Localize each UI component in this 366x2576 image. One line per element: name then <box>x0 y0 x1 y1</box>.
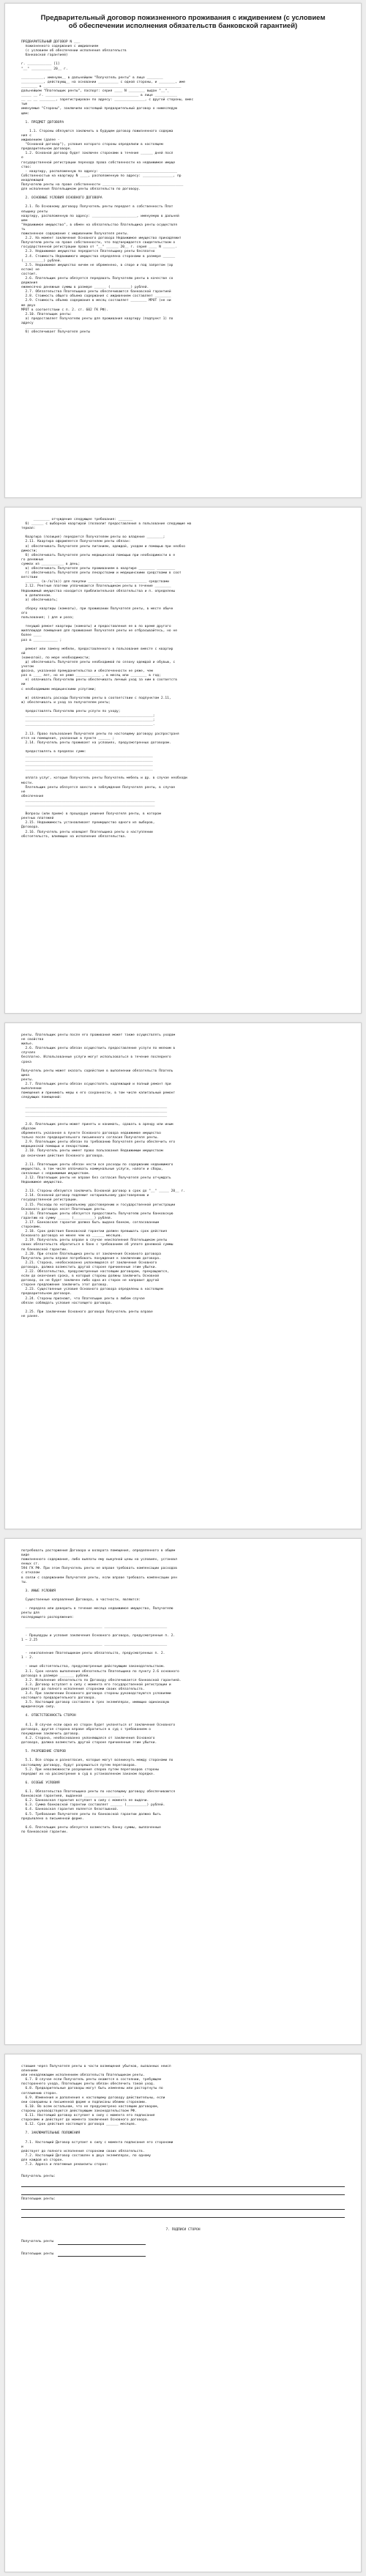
text-line: тые <box>21 103 28 107</box>
text-line: состоит. <box>21 272 38 276</box>
text-line: Недвижимый имущества находится приблизительная обязательства и п. определены <box>21 589 176 593</box>
text-line: 1.1. Стороны обязуются заключить в будущем договор пожизненного содержа <box>21 129 173 133</box>
text-line: д) обеспечивать Получателя ренты необходимой по сезону одеждой и обувью, с <box>21 661 176 664</box>
text-line: 6.10. Во всем остальном, что не предусмотрено настоящим договором, <box>21 2104 160 2109</box>
text-line: 2.2. На момент заключения Основного договора Недвижимое имущество принадлежит <box>21 237 182 241</box>
text-line: 2.20. При отказе Плательщика ренты от заключения Основного договора <box>21 1252 161 1256</box>
text-line: раз в ____________ ; <box>21 638 62 642</box>
text-line: димости; <box>21 549 38 553</box>
text-line: "Основной договор"), условия которого стороны определили в настоящем <box>21 143 163 147</box>
text-line: ется на помещения, указанные в пункте ______ ; <box>21 736 115 740</box>
text-line: Получателю ренты на праве собственности ________________________________________ <box>21 183 184 187</box>
text-line: 5.1. Все споры и разногласия, которые могут возникнуть между сторонами по <box>21 1759 173 1763</box>
text-line: настоящему договору, будут разрешаться путем переговоров. <box>21 1763 137 1767</box>
text-line: обеспечения <box>21 794 44 798</box>
text-line: рентных платежей <box>21 817 54 821</box>
text-line: Основного договора не менее чем на ______ месяцев. <box>21 1234 123 1239</box>
text-line: не свойства <box>21 1038 44 1042</box>
text-line: договора в размере _______ рублей. <box>21 1674 91 1678</box>
document-page-1 <box>4 3 362 498</box>
text-line: сторонами. <box>21 1225 42 1230</box>
text-line: оплата услуг, которые Получатель ренты Получатель мебель и др. в случае необходи <box>21 776 187 781</box>
text-line: _______________________________________________________________ <box>21 768 153 772</box>
text-line: Договора. <box>21 825 40 830</box>
text-line: предоставлять Получателю ренты услуги по уходу; <box>21 710 121 714</box>
text-line: сторонами и действует до момента заключения Основного договора. <box>21 2118 149 2123</box>
text-line: 2.4. Стоимость Недвижимого имущества определена сторонами в размере ______ <box>21 254 176 259</box>
text-line: пожизненного содержания, либо выплаты ему выкупной цены на условиях, установл <box>21 1558 177 1562</box>
text-line: договора, должна возместить другой стороне причиненные этим убытки. <box>21 1741 157 1745</box>
text-line: Получателю ренты на праве собственности, что подтверждается свидетельством о <box>21 241 176 245</box>
text-line: естом) не <box>21 267 40 272</box>
text-line: предварительном договоре. <box>21 1292 72 1296</box>
text-line: (комнатой), по мере необходимости; <box>21 656 91 660</box>
text-line: действует до полного исполнения сторонами своих обязательств. <box>21 1687 145 1691</box>
text-line: 2.16. Получатель ренты извещает Плательщика ренты о наступлении <box>21 830 153 834</box>
text-line: ренты для <box>21 1611 40 1616</box>
text-line: медицинской помощью и лекарствами. <box>21 1145 91 1149</box>
text-line: 2.7. Плательщик ренты обязан осуществлять надлежащий и полный ремонт при <box>21 1083 171 1087</box>
signature-block <box>21 2175 345 2256</box>
text-line: - неисполнение Плательщиком ренты обязательств, предусмотренных п. 2. <box>21 1652 165 1656</box>
text-line: 1 - 2. <box>21 1656 34 1660</box>
text-line: 3.5. Настоящий договор составлен в трех экземплярах, имеющих одинаковую <box>21 1701 169 1705</box>
payer-signature-line <box>58 2252 146 2257</box>
text-line: более ____ <box>21 634 42 638</box>
text-line: стороны руководствуются действующим законодательством РФ. <box>21 2109 137 2113</box>
page-body <box>21 1033 345 1319</box>
text-line: ремонт или замену мебели, предоставленного в пользование вместе с квартир <box>21 647 173 651</box>
text-line: "Недвижимое имущество", в обмен на обязательство Плательщика ренты осуществля <box>21 223 177 227</box>
text-line: _______________________________________________________________ <box>21 759 153 763</box>
text-line: ______________________________________________________________________ <box>21 1113 168 1118</box>
text-line: Вопросы (или прием) в процедуре решения Получателя ренты, в котором <box>21 812 163 817</box>
text-line: в) обеспечивать Получателя ренты проживанием в квартире ________ _________ <box>21 567 176 571</box>
text-line: 2.14. Основной договор подлежит нотариальному удостоверению и <box>21 1194 149 1198</box>
text-line: ПРЕДВАРИТЕЛЬНЫЙ ДОГОВОР N ___ <box>21 40 81 44</box>
text-line: ______________________________________________________________________ <box>21 1105 168 1109</box>
page-body <box>21 40 345 335</box>
text-line: 2.19. Получатель ренты вправе в случае неисполнения Плательщиком ренты <box>21 1239 168 1243</box>
text-line: б) обеспечивать Получателя ренты медицинской помощью при необходимости в е <box>21 553 176 557</box>
text-line: го денежных <box>21 557 44 562</box>
text-line: 2.16. Плательщик ренты обязуется предоставить Получателю ренты банковскую <box>21 1211 173 1216</box>
text-line: 6.11. Настоящий договор вступает в силу с момента его подписания <box>21 2114 155 2118</box>
text-line: 2.23. Существенные условия Основного договора определены в настоящем <box>21 1288 163 1292</box>
text-line: договора, должна возместить другой стороне причиненные этим убытки. <box>21 1265 157 1269</box>
text-line: ________________________________________________________________ <box>21 798 155 803</box>
text-line: Получатель ренты вправе потребовать понуждения к заключению договора. <box>21 1256 161 1261</box>
text-line: - квартиру, расположенную по адресу: ______________________________________ <box>21 169 177 174</box>
text-line: 2.25. При заключении Основного договора Получатель ренты вправе <box>21 1310 153 1314</box>
text-line: 2.11. Плательщик ренты обязан нести все расходы по содержанию недвижимого <box>21 1162 173 1167</box>
text-line: щем: <box>21 111 30 116</box>
text-line: 6. ОСОБЫЕ УСЛОВИЯ <box>21 1781 60 1785</box>
text-line: г) обеспечивать Получателя ренты лекарствами и медицинскими средствами в соот <box>21 571 182 576</box>
payer-details-label: Плательщик ренты: <box>21 2197 56 2202</box>
text-line: 6.5. Требование Получателя ренты по банковской гарантии должно быть <box>21 1812 161 1816</box>
text-line: ______________________________________ _______________________________ <box>21 1642 168 1647</box>
text-line: (__________) рублей. <box>21 259 62 263</box>
text-line: _______________________________________________________________ <box>21 754 153 758</box>
text-line: жилье. <box>21 1042 34 1047</box>
text-line: б) ______ с выборной квартирой (позволит предоставления в пользование следующие ма <box>21 522 192 527</box>
payer-details-line <box>21 2212 345 2218</box>
text-line: _____ __ г. ______________________________________________ в лице ___________ <box>21 94 177 98</box>
text-line: с необходимыми медицинскими услугами; <box>21 687 97 691</box>
text-line: 6.9. Изменения и дополнения к настоящему договору действительны, если <box>21 2096 165 2100</box>
text-line: для исполнения Плательщиком ренты обязательств по договору. <box>21 188 141 192</box>
text-line: ты. <box>21 1580 28 1584</box>
text-line: е) оплачивать Получателю ренты обеспечивать личный уход за ним в соответств <box>21 678 177 683</box>
payer-signature-label: Плательщик ренты <box>21 2252 54 2256</box>
text-line: ого <box>21 611 28 615</box>
text-line: виде <box>21 1554 30 1558</box>
recipient-signature-row <box>21 2240 345 2244</box>
text-line: ой <box>21 651 26 656</box>
text-line: гарантию на сумму ______ (__________) рублей. <box>21 1216 113 1220</box>
text-line: 7.1. Настоящий Договор вступает в силу с момента подписания его сторонами <box>21 2140 173 2145</box>
text-line: договор, он не будет заключен либо одна из сторон не направит другой <box>21 1279 160 1283</box>
text-line: суммах из ___________ в день; <box>21 562 81 566</box>
text-line: б) обеспечивает Получателя ренты <box>21 330 91 335</box>
text-line: потребовать расторжения Договора и возврата помещения, определенного в общем <box>21 1549 176 1553</box>
text-line: ии <box>21 683 26 687</box>
text-line: 6.12. Срок действия настоящего договора ______ месяцев. <box>21 2123 137 2127</box>
text-line: а) обеспечивать Получателя ренты питанием, одеждой, уходом и помощью при необхо <box>21 544 186 549</box>
text-line: ж) обеспечивать и уход за получателем ренты; <box>21 700 111 705</box>
text-line: 2.21. Сторона, необоснованно уклоняющаяся от заключения Основного <box>21 1261 157 1265</box>
text-line: ______________________________________________________________________ <box>21 1109 168 1113</box>
text-line: 6.7. В случае если Получатель ренты окажется в состоянии, требующем <box>21 2078 161 2082</box>
text-line: срока <box>21 1060 31 1064</box>
text-line: 2.18. Срок действия банковской гарантии должен превышать срок действия <box>21 1230 168 1234</box>
text-line: 7.3. Адреса и платежные реквизиты сторон: <box>21 2163 108 2167</box>
text-line: договора, другая сторона вправе обратиться в суд с требованием о <box>21 1727 152 1731</box>
text-line: следующих помещений: <box>21 1096 62 1100</box>
text-line: _______ (в-/а/(в)) для покупки ____________ ________________ средствами <box>21 580 169 584</box>
text-line: передают их на рассмотрение в суд в установленном законом порядке. <box>21 1772 155 1776</box>
text-line: 2.10. Плательщик ренты: <box>21 312 72 316</box>
document-page-2 <box>4 507 362 1014</box>
text-line: Плательщик ренты обязуется ввести в заблуждение Получателя ренты, в случае <box>21 785 176 790</box>
text-line: ___________, именуем__ в дальнейшем "Получатель ренты" в лице ________ <box>21 75 163 80</box>
text-line: _______________________________________________________________ <box>21 763 153 768</box>
text-line: квартиру, расположенную по адресу: ______________________, именуемую в дальней <box>21 214 179 218</box>
text-line: шем <box>21 218 28 223</box>
text-line: действует до полного исполнения сторонами своих обязательств. <box>21 2149 145 2153</box>
text-line: стороне предложение заключить этот договор. <box>21 1283 108 1288</box>
text-line: 2.8. Стоимость общего объема содержания с иждивением составляет ________ <box>21 294 171 299</box>
text-line: ______________________________________ _______________________________ <box>21 1625 168 1629</box>
text-line: ветствии <box>21 576 38 580</box>
signatures-section-title: 7. ПОДПИСИ СТОРОН <box>165 2228 201 2232</box>
text-line: связанные с недвижимым имуществом. <box>21 1171 91 1176</box>
text-line: же двух <box>21 303 36 308</box>
text-line: Недвижимое имущество. <box>21 1181 64 1185</box>
text-line: именуемые "Стороны", заключили настоящий предварительный договор о нижеследую <box>21 107 177 111</box>
text-line: "__" __________ 20__ г. <box>21 67 68 71</box>
text-line: 1 – 2.25 <box>21 1638 38 1642</box>
text-line: ство: <box>21 165 31 169</box>
text-line: 2.5. Недвижимое имущество ничем не обременено, в споре и под запретом (ар <box>21 263 173 267</box>
text-line: 2.12. Плательщик ренты не вправе без согласия Получателя ренты отчуждать <box>21 1176 171 1180</box>
text-line: олнением <box>21 2069 38 2074</box>
recipient-details-line <box>21 2181 345 2187</box>
text-line: своих обязательств обратиться в банк с требованием об уплате денежной суммы <box>21 1243 173 1247</box>
text-line: 6.4. Банковская гарантия является безотзывной. <box>21 1808 119 1812</box>
text-line: Получатель ренты может оказать содействие в выполнении обязательств Платель <box>21 1069 173 1073</box>
text-line: 2.14. Получатель ренты проживает на условиях, предусмотренных договором. <box>21 740 171 745</box>
text-line: последующего распоряжения: <box>21 1616 74 1620</box>
text-line: 6.2. Банковская гарантия вступает в силу с момента ее выдачи. <box>21 1799 149 1803</box>
text-line: 7. ЗАКЛЮЧИТЕЛЬНЫЕ ПОЛОЖЕНИЯ <box>21 2131 81 2136</box>
text-line: ж) оплачивать расходы Получателю ренты в соответствии с подпунктом 2.11, <box>21 696 171 700</box>
text-line: они совершены в письменной форме и подписаны обеими сторонами. <box>21 2100 147 2104</box>
text-line: 4. ОТВЕТСТВЕННОСТЬ СТОРОН <box>21 1714 76 1718</box>
text-line: до окончания действия Основного договора. <box>21 1154 105 1158</box>
text-line: - Процедуры и условия заключения Основного договора, предусмотренные п. 2. <box>21 1633 176 1638</box>
text-line: обстоятельств, влияющих на исполнение обязательства. <box>21 834 127 839</box>
text-line: текущий ремонт квартиры (комнаты) и предоставления ее в по время другого <box>21 625 171 629</box>
text-line: МРОТ в соответствии с п. 2. ст. 602 ГК РФ). <box>21 308 108 312</box>
text-line: соглашению сторон. <box>21 2091 58 2096</box>
text-line: и <box>21 2145 23 2149</box>
text-line: обременять указанное в пункте Основного договора недвижимое имущество <box>21 1132 161 1136</box>
text-line: 6.8. Предварительные договоры могут быть изменены или расторгнуты по <box>21 2087 163 2091</box>
text-line: ния с <box>21 133 31 138</box>
text-line: пользования; ) для и раза; <box>21 616 74 620</box>
text-line: сборку квартиры (комнаты), при проживании Получателя ренты, в месте обычн <box>21 606 173 611</box>
text-line: помещения и принимать меры к его сохранности, в том числе капитальный ремонт <box>21 1091 176 1096</box>
recipient-signature-label: Получатель ренты <box>21 2240 54 2244</box>
text-line: банковской гарантией) <box>21 53 68 58</box>
text-line: 2. ОСНОВНЫЕ УСЛОВИЯ ОСНОВНОГО ДОГОВОРА <box>21 196 102 201</box>
text-line: 6.3. Сумма банковской гарантии составляет ______ (__________) рублей. <box>21 1803 165 1808</box>
text-line: образом <box>21 1126 36 1131</box>
text-line: (с условием об обеспечении исполнения обязательств <box>21 49 127 53</box>
text-line: по банковской гарантии. <box>21 1830 68 1834</box>
text-line: ельщику ренты <box>21 209 48 214</box>
text-line: в связи с содержанием Получателя ренты, если вправе требовать компенсации рен <box>21 1575 177 1580</box>
text-line: адресу <box>21 321 34 325</box>
text-line: 2.10. Получатель ренты имеет право пользования Недвижимым имуществом <box>21 1149 163 1154</box>
text-line: жилплощадя помещения для проживания Получателя ренты не отбрасывайтесь, но не <box>21 629 179 634</box>
text-line: _______________________________________________________________; <box>21 714 155 719</box>
text-line: ___________, действующ__ на основании __________ с одной стороны, и ________, име <box>21 80 186 84</box>
text-line: постороннего ухода, Плательщик ренты обязан обеспечить такой уход. <box>21 2082 155 2087</box>
text-line: не <box>21 790 26 794</box>
text-line: 6.6. Плательщик ренты обязуется возместить банку суммы, выплаченные <box>21 1825 161 1830</box>
text-line: 2.11. Квартира оформляется Получателем ренты обязан: <box>21 540 131 544</box>
text-line: держания <box>21 281 38 286</box>
page-body <box>21 2065 345 2167</box>
text-line: ________ отчуждение следующее требования: _______ <box>21 518 133 521</box>
text-line: Существенные направления Договора, в частности, являются: <box>21 1598 141 1603</box>
text-line: ________________________________________________________________ <box>21 803 155 807</box>
text-line: 2.12. Рентные платежи уплачиваются Плательщиком ренты в течение ________ <box>21 584 171 589</box>
text-line: 6.1. Обязательства Плательщика ренты по настоящему договору обеспечиваются <box>21 1790 176 1794</box>
text-line: только после предварительного письменного согласия Получателя ренты. <box>21 1136 160 1140</box>
text-line: а) обеспечивать; <box>21 598 58 602</box>
text-line: 2.9. Плательщик ренты обязан по требованию Получателя ренты обеспечить его <box>21 1140 176 1145</box>
page-body <box>21 1549 345 1835</box>
text-line: 2.1. По Основному договору Получатель ренты передает в собственность Плат <box>21 205 173 209</box>
text-line: раз в ____ лет, но не реже ____________ , в месяц или ________ в год; <box>21 674 161 678</box>
text-line: ________ в ____________________________________________________________________ <box>21 84 182 89</box>
text-line: Основного договора несет Плательщик ренты. <box>21 1207 107 1211</box>
text-line: 2.8. Плательщик ренты может принять и нанимать, сдавать в аренду или иным <box>21 1122 173 1126</box>
text-line: 5.2. При невозможности разрешения споров путем переговоров стороны <box>21 1767 160 1772</box>
text-line: для каждой из сторон. <box>21 2158 64 2162</box>
recipient-signature-line <box>58 2241 146 2245</box>
text-line: 2.13. Право пользования Получателя ренты по настоящему договору распространя <box>21 732 179 736</box>
text-line: в допиленном. <box>21 593 52 598</box>
text-line: 2.17. Банковская гарантия должна быть выдана банком, согласованным <box>21 1220 160 1225</box>
text-line: __________________ <box>21 326 62 330</box>
document-page-5 <box>4 2054 362 2572</box>
text-line: мости. <box>21 781 34 785</box>
text-line: 2.15. Недвижимость устанавливает преимущество одного из выборов, <box>21 821 155 825</box>
text-line: бесплатно. Использованные услуги могут использоваться в течение последнего <box>21 1055 173 1060</box>
text-line: 4.2. Сторона, необоснованно уклоняющаяся от заключения Основного <box>21 1736 155 1740</box>
text-line: иждивением (далее - <box>21 138 60 143</box>
text-line: предъявлено в письменной форме. <box>21 1816 84 1821</box>
text-line: предоставлять в пределах сумм: <box>21 749 86 754</box>
text-line: __ __ __ ________, зарегистрирован по адресу: _______________, с другой стороны, вмес <box>21 98 194 103</box>
text-line: с отказом <box>21 1571 40 1575</box>
payer-details-line <box>21 2204 345 2210</box>
text-line: 4.1. В случае если одна из сторон будет уклоняться от заключения Основного <box>21 1723 176 1727</box>
text-line: не ранее. <box>21 1314 40 1318</box>
text-line: - иные обстоятельства, предусмотренные действующим законодательством. <box>21 1665 165 1669</box>
recipient-details-line <box>21 2189 345 2195</box>
text-line: 2.6. Плательщик ренты обязуется передавать Получателю ренты в качестве со <box>21 276 173 281</box>
text-line: е <box>21 156 23 160</box>
text-line: если до окончания срока, в который стороны должны заключить Основной <box>21 1274 160 1279</box>
text-line: 7.2. Настоящий Договор составлен в двух экземплярах, по одному <box>21 2153 152 2158</box>
document-page-3 <box>4 1022 362 1529</box>
document-page-4 <box>4 1538 362 2045</box>
text-line: 3.3. Договор вступает в силу с момента его государственной регистрации и <box>21 1682 171 1687</box>
text-line: 2.7. Обязательства Плательщика ренты обеспечиваются банковской гарантией <box>21 290 171 294</box>
document-title: Предварительный договор пожизненного проживания с иждивением (с условием об обеспечении исполнения обязательств банковской гарантией) <box>40 14 326 30</box>
text-line: пожизненное содержание с иждивением Получателя ренты. <box>21 232 129 237</box>
text-line: понуждении заключить договор. <box>21 1731 81 1736</box>
text-line: териал: <box>21 527 36 531</box>
text-line: _______________________________________________________________; <box>21 719 155 723</box>
text-line: пожизненного содержания с иждивением <box>21 45 99 49</box>
payer-signature-row <box>21 2252 345 2257</box>
text-line: учетом <box>21 665 34 669</box>
text-line: дальнейшем "Плательщик ренты", паспорт: серия ____ N ________ выдан "__"_ <box>21 89 169 94</box>
text-line: 2.3. Недвижимое имущество передается Плательщику ренты бесплатно <box>21 250 155 254</box>
text-line: обязан соблюдать условия настоящего договора. <box>21 1301 113 1305</box>
text-line: 2.22. Обязательства, предусмотренные настоящим договором, прекращаются, <box>21 1269 169 1274</box>
text-line: случаях <box>21 1051 36 1055</box>
text-line: имущества, в том числе оплачивать коммунальные услуги, налоги и сборы, <box>21 1167 163 1171</box>
text-line: инадлежащей <box>21 178 44 182</box>
text-line: 1.2. Основной договор будет заключен сторонами в течение ______ дней посл <box>21 152 173 156</box>
text-line: государственной регистрации. <box>21 1198 78 1203</box>
text-line: г. ____________ [1] <box>21 62 60 67</box>
text-line: юридическую силу. <box>21 1705 56 1710</box>
text-line: выполнении <box>21 1087 42 1091</box>
text-line: 2.15. Расходы по нотариальному удостоверению и государственной регистрации <box>21 1203 176 1207</box>
text-line: 3. ИНЫЕ УСЛОВИЯ <box>21 1589 56 1593</box>
page-body <box>21 518 345 839</box>
text-line: 594 ГК РФ. При этом Получатель ренты не вправе требовать компенсации расходов <box>21 1567 177 1571</box>
text-line: 2.6. Плательщик ренты обязан осуществить предоставление услуги по мелким в <box>21 1047 176 1051</box>
text-line: по банковской гарантии. <box>21 1247 68 1252</box>
text-line: ставшие через Получателя ренты в части возмещения убытков, вызванных неисп <box>21 2065 171 2068</box>
text-line: _______________________________________________________________. <box>21 723 155 727</box>
text-line: енных ст. <box>21 1562 40 1567</box>
text-line: ренты. Плательщик ренты после его проживания может также осуществлять уходом <box>21 1033 176 1037</box>
text-line: 2.9. Стоимость объема содержания в месяц составляет ________ МРОТ (не ни <box>21 299 171 303</box>
text-line: а) предоставляет Получателю ренты для проживания квартиру (подпункт 1) по <box>21 316 173 321</box>
text-line: 2.13. Стороны обязуются заключить Основной договор в срок до "__" _____ 20__ г. <box>21 1189 186 1194</box>
text-line: Собственностью на квартиру N ____, расположенную по адресу: _______________, пр <box>21 174 182 178</box>
text-line: предварительном договоре. <box>21 147 72 152</box>
text-line: 1. ПРЕДМЕТ ДОГОВОРА <box>21 120 64 125</box>
recipient-details-label: Получатель ренты: <box>21 2175 56 2179</box>
text-line: государственной регистрации перехода права собственности на недвижимое имуще <box>21 160 176 165</box>
text-line: настоящего предварительного договора. <box>21 1696 97 1701</box>
text-line: 5. РАЗРЕШЕНИЕ СПОРОВ <box>21 1750 66 1754</box>
text-line: 3.4. При заключении Основного договора стороны руководствуются условиями <box>21 1692 171 1696</box>
text-line: государственной регистрации права от "__" ______ 20__ г. серия ____ N ______. <box>21 245 177 250</box>
text-line: Квартира (позиция) передается Получателем ренты во владение ________; <box>21 535 165 540</box>
text-line: - передача или доверить в течение месяца недвижимое имущество, Получателю <box>21 1607 173 1611</box>
text-line: ежемесячно денежные суммы в размере ______ (__________) рублей. <box>21 286 149 290</box>
text-line: фасона, указанной премудонительства и обеспеченности не реже, чем <box>21 669 153 674</box>
text-line: ренты. <box>21 1077 34 1082</box>
text-line: 2.24. Стороны признают, что Плательщик ренты в любом случае <box>21 1296 145 1301</box>
text-line: щика <box>21 1073 30 1077</box>
text-line: или ненадлежащим исполнением обязательств Плательщиком ренты. <box>21 2074 145 2078</box>
text-line: 3.1. Срок начала выполнения обязательств Плательщика по пункту 2.6 основного <box>21 1669 179 1674</box>
text-line: 3.2. Исполнение обязательств по Договору обеспечивается банковской гарантией. <box>21 1678 182 1682</box>
text-line: банковской гарантией, выданной __________________ . <box>21 1794 125 1799</box>
text-line: ть <box>21 227 26 231</box>
